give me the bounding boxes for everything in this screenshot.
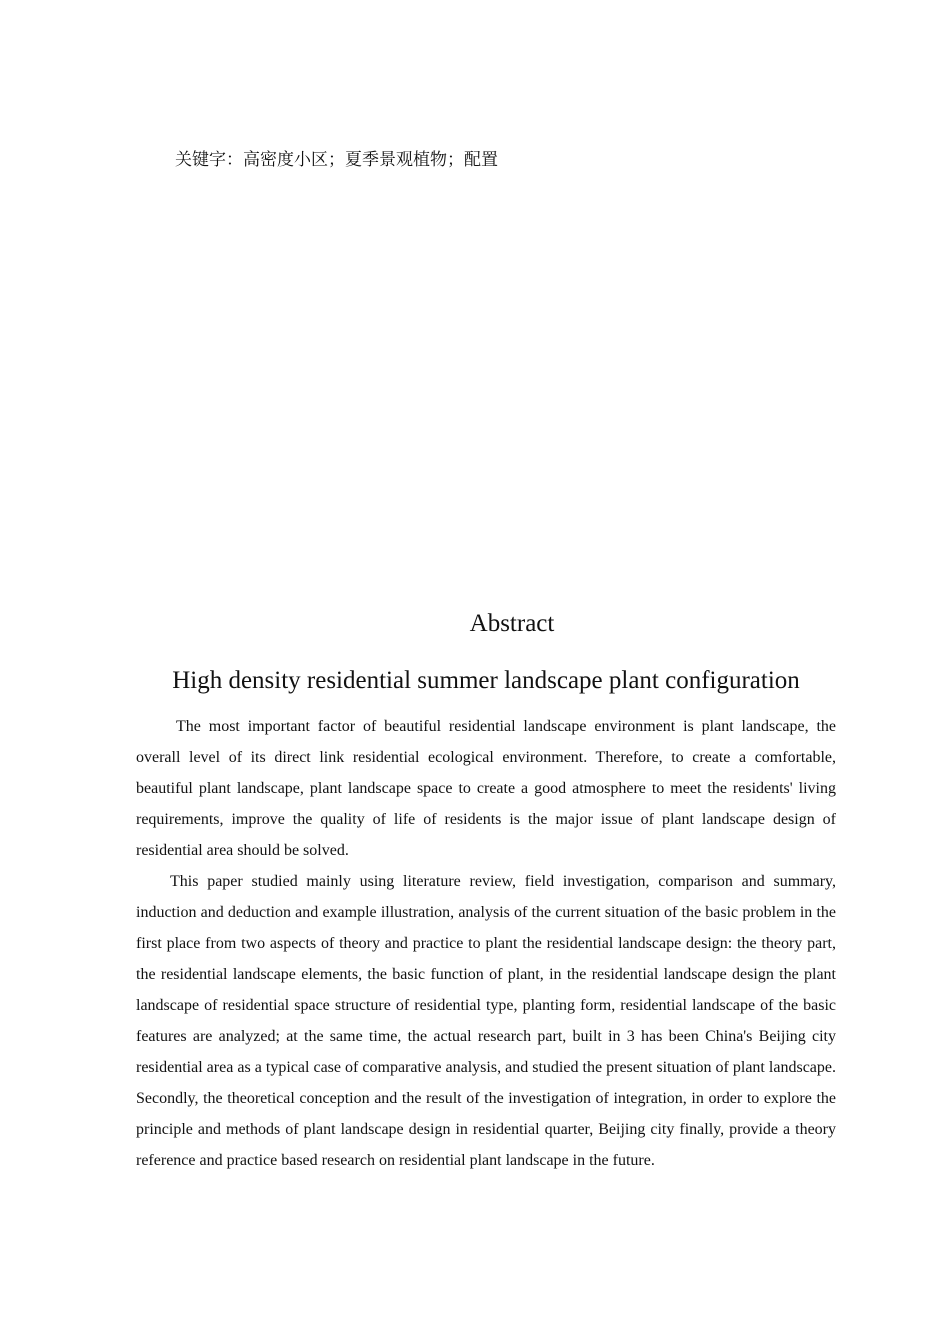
abstract-body [136,711,836,1176]
abstract-paragraph: The most important factor of beautiful residential landscape environment is plant landscape, the overall level of its direct link residential ecological environment. Therefore, to create a comfortable, beautiful plant landscape, plant landscape space to create a good atmosphere to meet the residents' living requirements, improve the quality of life of residents is the major issue of plant landscape design of residential area should be solved. [136,718,836,859]
abstract-title: High density residential summer landscape plant configuration [172,667,800,694]
abstract-paragraph: This paper studied mainly using literature review, field investigation, comparison and summary, induction and deduction and example illustration, analysis of the current situation of the basic problem in the first place from two aspects of theory and practice to plant the residential landscape design: the theory part, the residential landscape elements, the basic function of plant, in the residential landscape design the plant landscape of residential space structure of residential type, planting form, residential landscape of the basic features are analyzed; at the same time, the actual research part, built in 3 has been China's Beijing city residential area as a typical case of comparative analysis, and studied the present situation of plant landscape. Secondly, the theoretical conception and the result of the investigation of integration, in order to explore the principle and methods of plant landscape design in residential quarter, Beijing city finally, provide a theory reference and practice based research on residential plant landscape in the future. [136,873,836,1169]
abstract-heading: Abstract [469,610,555,637]
keywords-line: 关键字：高密度小区；夏季景观植物；配置 [175,150,498,170]
